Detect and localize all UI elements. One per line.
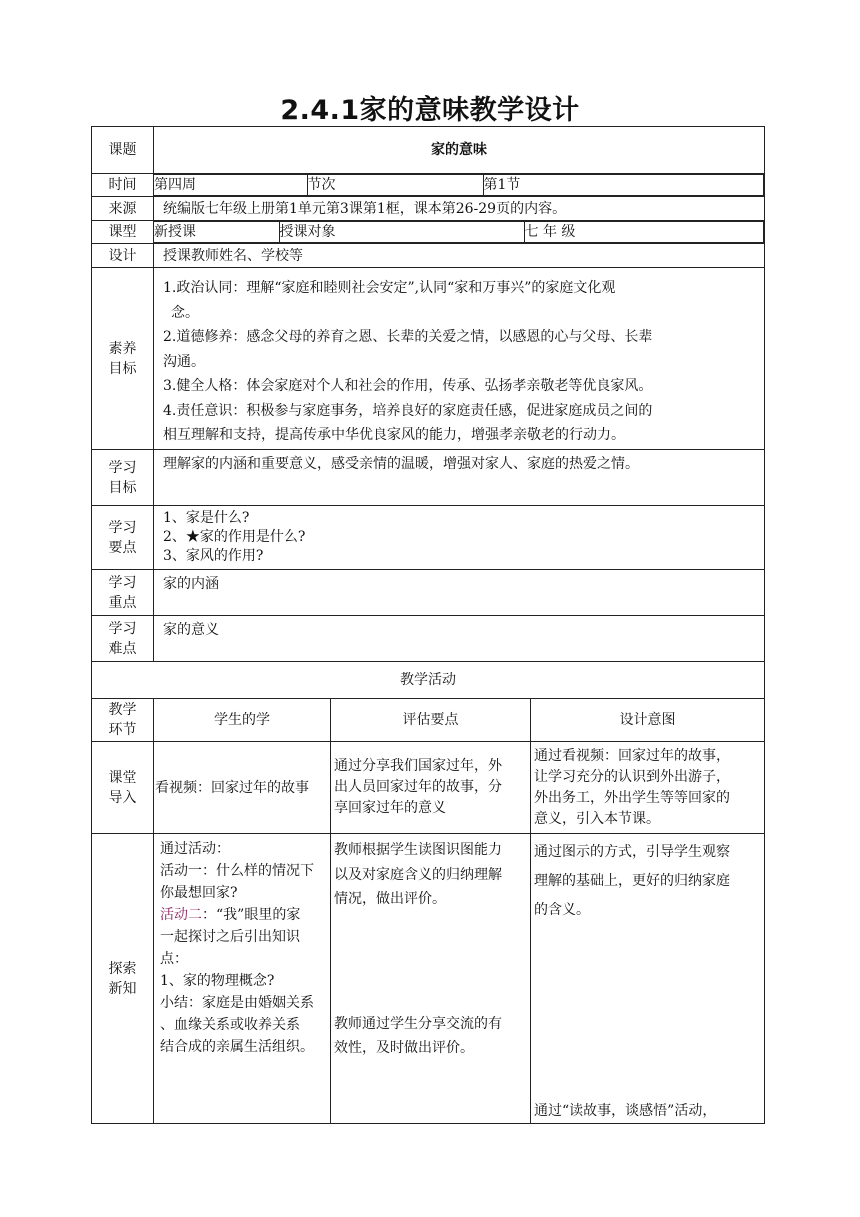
literacy-goals bbox=[154, 268, 765, 450]
design-value: 授课教师姓名、学校等 bbox=[154, 244, 765, 268]
section-label: 节次 bbox=[307, 175, 483, 196]
literacy-line: 2.道德修养：感念父母的养育之恩、长辈的关爱之情，以感恩的心与父母、长辈 bbox=[163, 329, 653, 345]
student-line: 一起探讨之后引出知识 bbox=[160, 929, 300, 945]
type-label: 课型 bbox=[92, 221, 154, 244]
student-line: 1、家的物理概念? bbox=[160, 973, 275, 989]
explore-row bbox=[92, 834, 765, 1124]
time-row bbox=[92, 174, 765, 197]
keypoint-item: 3、家风的作用? bbox=[163, 548, 264, 564]
lesson-plan-table bbox=[91, 126, 765, 1124]
keypoints-row bbox=[92, 506, 765, 570]
literacy-line: 念。 bbox=[171, 304, 199, 321]
explore-intent: 通过图示的方式，引导学生观察 理解的基础上，更好的归纳家庭 的含义。 通过“读故事，谈感悟”活动， bbox=[531, 834, 765, 1124]
week-value: 第四周 bbox=[154, 175, 307, 196]
design-label: 设计 bbox=[92, 244, 154, 268]
focus-value: 家的内涵 bbox=[154, 570, 765, 616]
intro-row bbox=[92, 742, 765, 834]
activities-title: 教学活动 bbox=[92, 662, 765, 699]
intro-student: 看视频：回家过年的故事 bbox=[154, 742, 331, 834]
time-label: 时间 bbox=[92, 174, 154, 197]
intro-intent: 通过看视频：回家过年的故事， 让学习充分的认识到外出游子， 外出务工，外出学生等等回家的 意义，引入本节课。 bbox=[531, 742, 765, 834]
student-line: 活动二：“我”眼里的家 bbox=[160, 907, 301, 923]
source-label: 来源 bbox=[92, 197, 154, 221]
literacy-line: 4.责任意识：积极参与家庭事务，培养良好的家庭责任感，促进家庭成员之间的 bbox=[163, 402, 653, 419]
keypoint-item: 1、家是什么? bbox=[163, 510, 250, 526]
keypoints-list bbox=[154, 506, 765, 570]
literacy-line: 相互理解和支持，提高传承中华优良家风的能力，增强孝亲敬老的行动力。 bbox=[163, 427, 625, 443]
student-line: 小结：家庭是由婚姻关系 bbox=[160, 995, 314, 1011]
literacy-row bbox=[92, 268, 765, 450]
source-value: 统编版七年级上册第1单元第3课第1框，课本第26-29页的内容。 bbox=[154, 197, 765, 221]
section-value: 第1节 bbox=[483, 175, 764, 196]
topic-value: 家的意味 bbox=[154, 127, 765, 174]
difficulty-row bbox=[92, 616, 765, 662]
audience-value: 七 年 级 bbox=[524, 222, 764, 243]
learning-goal-value: 理解家的内涵和重要意义，感受亲情的温暖，增强对家人、家庭的热爱之情。 bbox=[154, 450, 765, 506]
student-line: 结合成的亲属生活组织。 bbox=[160, 1039, 314, 1055]
learning-goal-row bbox=[92, 450, 765, 506]
student-line: 、血缘关系或收养关系 bbox=[160, 1017, 300, 1033]
explore-assess: 教师根据学生读图识图能力 以及对家庭含义的归纳理解 情况，做出评价。 教师通过学生分享交流的有 效性，及时做出评价。 bbox=[331, 834, 531, 1124]
student-line: 点： bbox=[160, 951, 188, 967]
topic-row bbox=[92, 127, 765, 174]
header-stage: 教学 环节 bbox=[92, 699, 154, 742]
activity-two-highlight: 活动二 bbox=[160, 907, 202, 923]
design-row bbox=[92, 244, 765, 268]
intro-assess: 通过分享我们国家过年，外 出人员回家过年的故事，分 享回家过年的意义 bbox=[331, 742, 531, 834]
literacy-line: 3.健全人格：体会家庭对个人和社会的作用，传承、弘扬孝亲敬老等优良家风。 bbox=[163, 378, 653, 394]
audience-label: 授课对象 bbox=[279, 222, 524, 243]
header-assess: 评估要点 bbox=[331, 699, 531, 742]
document-title: 2.4.1家的意味教学设计 bbox=[280, 95, 580, 126]
intro-stage: 课堂 导入 bbox=[92, 742, 154, 834]
header-intent: 设计意图 bbox=[531, 699, 765, 742]
keypoint-item: 2、★家的作用是什么? bbox=[163, 529, 306, 545]
focus-label: 学习 重点 bbox=[92, 570, 154, 616]
difficulty-label: 学习 难点 bbox=[92, 616, 154, 662]
literacy-line: 1.政治认同：理解“家庭和睦则社会安定”,认同“家和万事兴”的家庭文化观 bbox=[163, 280, 616, 296]
difficulty-value: 家的意义 bbox=[154, 616, 765, 662]
topic-label: 课题 bbox=[92, 127, 154, 174]
header-student: 学生的学 bbox=[154, 699, 331, 742]
type-value: 新授课 bbox=[154, 222, 279, 243]
learning-goal-label: 学习 目标 bbox=[92, 450, 154, 506]
literacy-label: 素养 目标 bbox=[92, 268, 154, 450]
explore-stage: 探索 新知 bbox=[92, 834, 154, 1124]
activities-header-row bbox=[92, 699, 765, 742]
activities-title-row bbox=[92, 662, 765, 699]
literacy-line: 沟通。 bbox=[163, 353, 205, 370]
student-line: 你最想回家? bbox=[160, 885, 238, 901]
focus-row bbox=[92, 570, 765, 616]
type-row bbox=[92, 221, 765, 244]
explore-student bbox=[154, 834, 331, 1124]
keypoints-label: 学习 要点 bbox=[92, 506, 154, 570]
student-line: 活动一：什么样的情况下 bbox=[160, 863, 314, 879]
student-line: 通过活动： bbox=[160, 841, 230, 857]
source-row bbox=[92, 197, 765, 221]
